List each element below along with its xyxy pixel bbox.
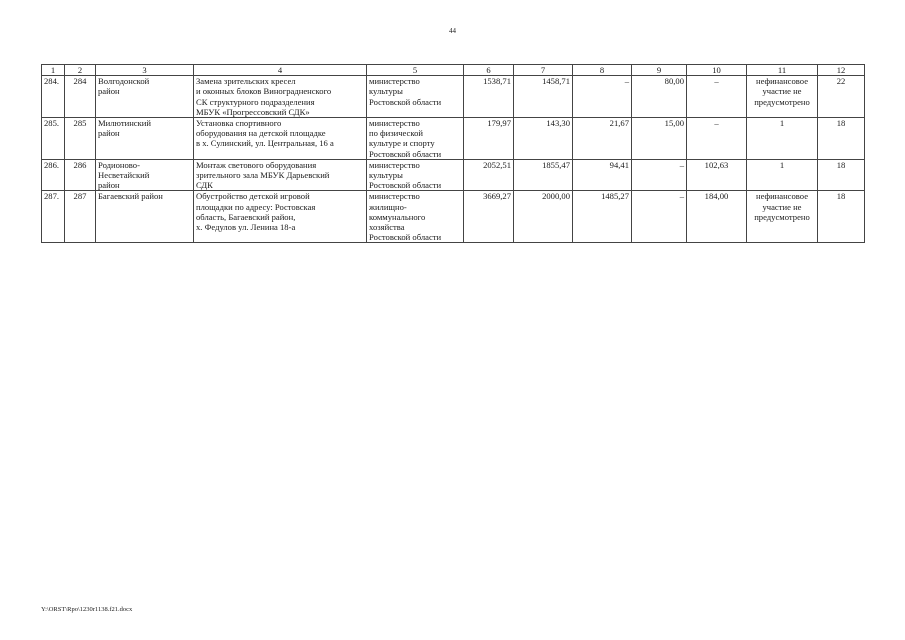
ministry-cell-line: Ростовской области xyxy=(369,232,442,243)
amount-local: 94,41 xyxy=(573,159,632,191)
ministry-cell xyxy=(367,191,464,243)
ministry-cell-line: хозяйства xyxy=(369,222,405,233)
description-cell-line: СДК xyxy=(196,180,213,191)
header-cell: 10 xyxy=(687,65,747,76)
description-cell-line: Монтаж светового оборудования xyxy=(196,159,317,170)
participation-cell-line: участие не xyxy=(762,201,802,212)
row-id: 285 xyxy=(65,118,96,160)
ministry-cell-line: Ростовской области xyxy=(369,148,442,159)
table-row xyxy=(42,76,865,118)
page-number: 44 xyxy=(449,27,456,35)
header-cell: 7 xyxy=(514,65,573,76)
ministry-cell-line: культуры xyxy=(369,86,403,97)
district-cell-line: Багаевский район xyxy=(98,191,163,202)
amount-total: 1538,71 xyxy=(464,76,514,118)
ministry-cell-line: культуры xyxy=(369,170,403,181)
row-id: 286 xyxy=(65,159,96,191)
description-cell-line: зрительного зала МБУК Дарьевский xyxy=(196,170,330,181)
district-cell-line: Милютинский xyxy=(98,118,151,129)
row-number: 284. xyxy=(42,76,65,118)
district-cell-line: Несветайский xyxy=(98,170,150,181)
header-cell: 6 xyxy=(464,65,514,76)
ministry-cell-line: министерство xyxy=(369,159,420,170)
file-path-footer: Y:\ORST\Rpo\1230r1138.f21.docx xyxy=(41,606,133,613)
description-cell-line: оборудования на детской площадке xyxy=(196,128,326,139)
district-cell-line: Родионово- xyxy=(98,159,140,170)
amount-regional: 143,30 xyxy=(514,118,573,160)
header-cell: 9 xyxy=(632,65,687,76)
description-cell-line: МБУК «Прогрессовский СДК» xyxy=(196,106,310,117)
description-cell xyxy=(194,118,367,160)
district-cell xyxy=(96,118,194,160)
data-table xyxy=(41,64,865,243)
participation-cell-line: нефинансовое xyxy=(755,191,809,202)
amount-other: – xyxy=(632,191,687,243)
table-row xyxy=(42,159,865,191)
participation-cell xyxy=(747,191,818,243)
description-cell-line: площадки по адресу: Ростовская xyxy=(196,201,316,212)
row-number: 287. xyxy=(42,191,65,243)
amount-total: 3669,27 xyxy=(464,191,514,243)
description-cell xyxy=(194,76,367,118)
amount-col10: 102,63 xyxy=(687,159,747,191)
description-cell-line: и оконных блоков Виноградненского xyxy=(196,86,332,97)
district-cell xyxy=(96,76,194,118)
description-cell-line: х. Федулов ул. Ленина 18-а xyxy=(196,222,296,233)
district-cell-line: район xyxy=(98,180,120,191)
header-cell: 12 xyxy=(818,65,865,76)
amount-other: – xyxy=(632,159,687,191)
header-cell: 5 xyxy=(367,65,464,76)
description-cell-line: область, Багаевский район, xyxy=(196,211,296,222)
amount-local: 21,67 xyxy=(573,118,632,160)
ministry-cell xyxy=(367,159,464,191)
district-cell xyxy=(96,191,194,243)
district-cell xyxy=(96,159,194,191)
col12-cell: 18 xyxy=(818,159,865,191)
header-cell: 3 xyxy=(96,65,194,76)
ministry-cell-line: жилищно- xyxy=(369,201,407,212)
table-row xyxy=(42,118,865,160)
header-cell: 1 xyxy=(42,65,65,76)
description-cell-line: Обустройство детской игровой xyxy=(196,191,310,202)
ministry-cell-line: министерство xyxy=(369,118,420,129)
row-id: 287 xyxy=(65,191,96,243)
description-cell xyxy=(194,159,367,191)
row-number: 285. xyxy=(42,118,65,160)
ministry-cell-line: культуре и спорту xyxy=(369,138,435,149)
amount-col10: – xyxy=(687,76,747,118)
district-cell-line: район xyxy=(98,86,120,97)
description-cell-line: в х. Сулинский, ул. Центральная, 16 а xyxy=(196,138,334,149)
participation-cell-line: предусмотрено xyxy=(754,96,810,107)
participation-cell-line: участие не xyxy=(762,86,802,97)
participation-cell-line: 1 xyxy=(779,118,785,129)
participation-cell-line: 1 xyxy=(779,159,785,170)
district-cell-line: район xyxy=(98,128,120,139)
amount-total: 179,97 xyxy=(464,118,514,160)
amount-other: 15,00 xyxy=(632,118,687,160)
participation-cell xyxy=(747,118,818,160)
description-cell xyxy=(194,191,367,243)
header-cell: 8 xyxy=(573,65,632,76)
ministry-cell-line: министерство xyxy=(369,191,420,202)
amount-regional: 1458,71 xyxy=(514,76,573,118)
participation-cell xyxy=(747,76,818,118)
row-id: 284 xyxy=(65,76,96,118)
participation-cell-line: предусмотрено xyxy=(754,211,810,222)
district-cell-line: Волгодонской xyxy=(98,76,150,87)
ministry-cell xyxy=(367,76,464,118)
col12-cell: 18 xyxy=(818,191,865,243)
amount-regional: 1855,47 xyxy=(514,159,573,191)
amount-col10: – xyxy=(687,118,747,160)
ministry-cell-line: Ростовской области xyxy=(369,96,442,107)
ministry-cell xyxy=(367,118,464,160)
col12-cell: 18 xyxy=(818,118,865,160)
amount-other: 80,00 xyxy=(632,76,687,118)
amount-local: 1485,27 xyxy=(573,191,632,243)
ministry-cell-line: по физической xyxy=(369,128,424,139)
description-cell-line: Замена зрительских кресел xyxy=(196,76,296,87)
header-cell: 11 xyxy=(747,65,818,76)
header-cell: 2 xyxy=(65,65,96,76)
header-cell: 4 xyxy=(194,65,367,76)
participation-cell xyxy=(747,159,818,191)
ministry-cell-line: коммунального xyxy=(369,211,426,222)
header-row xyxy=(42,65,865,76)
row-number: 286. xyxy=(42,159,65,191)
amount-col10: 184,00 xyxy=(687,191,747,243)
table-row xyxy=(42,191,865,243)
description-cell-line: СК структурного подразделения xyxy=(196,96,315,107)
ministry-cell-line: министерство xyxy=(369,76,420,87)
col12-cell: 22 xyxy=(818,76,865,118)
amount-total: 2052,51 xyxy=(464,159,514,191)
description-cell-line: Установка спортивного xyxy=(196,118,282,129)
amount-regional: 2000,00 xyxy=(514,191,573,243)
participation-cell-line: нефинансовое xyxy=(755,76,809,87)
amount-local: – xyxy=(573,76,632,118)
ministry-cell-line: Ростовской области xyxy=(369,180,442,191)
